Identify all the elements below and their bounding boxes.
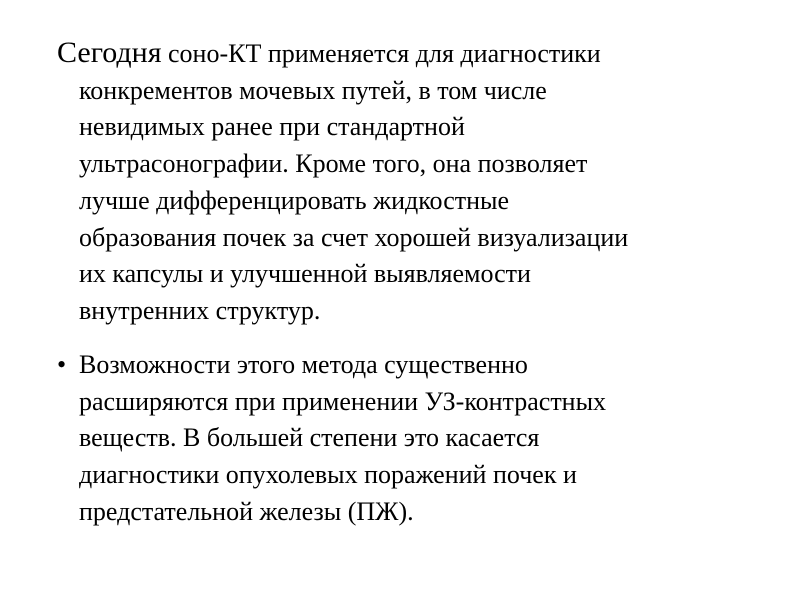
- bullet-line-1: Возможности этого метода существенно: [79, 350, 528, 379]
- paragraph-1-line-7: их капсулы и улучшенной выявляемости: [79, 259, 531, 289]
- bullet-item: [57, 347, 757, 531]
- lead-word: Сегодня: [57, 36, 162, 69]
- paragraph-1-line-8: внутренних структур.: [79, 295, 321, 325]
- bullet-line-5: предстательной железы (ПЖ).: [79, 496, 414, 526]
- paragraph-1-line-6: образования почек за счет хорошей визуализации: [79, 222, 629, 252]
- paragraph-1-line-1-rest: соно-КТ применяется для диагностики: [161, 39, 601, 68]
- paragraph-1-line-2: конкрементов мочевых путей, в том числе: [79, 75, 547, 105]
- bullet-line-2: расширяются при применении УЗ-контрастных: [79, 386, 607, 416]
- paragraph-1-line-3: невидимых ранее при стандартной: [79, 112, 465, 142]
- bullet-icon: •: [57, 350, 67, 379]
- bullet-line-3: веществ. В большей степени это касается: [79, 423, 540, 453]
- text-paragraph-1: [57, 35, 757, 330]
- paragraph-1-line-1: [57, 35, 757, 73]
- paragraph-1-line-4: ультрасонографии. Кроме того, она позволяет: [79, 149, 588, 179]
- paragraph-1-line-5: лучше дифференцировать жидкостные: [79, 185, 510, 215]
- bullet-line-4: диагностики опухолевых поражений почек и: [79, 460, 577, 490]
